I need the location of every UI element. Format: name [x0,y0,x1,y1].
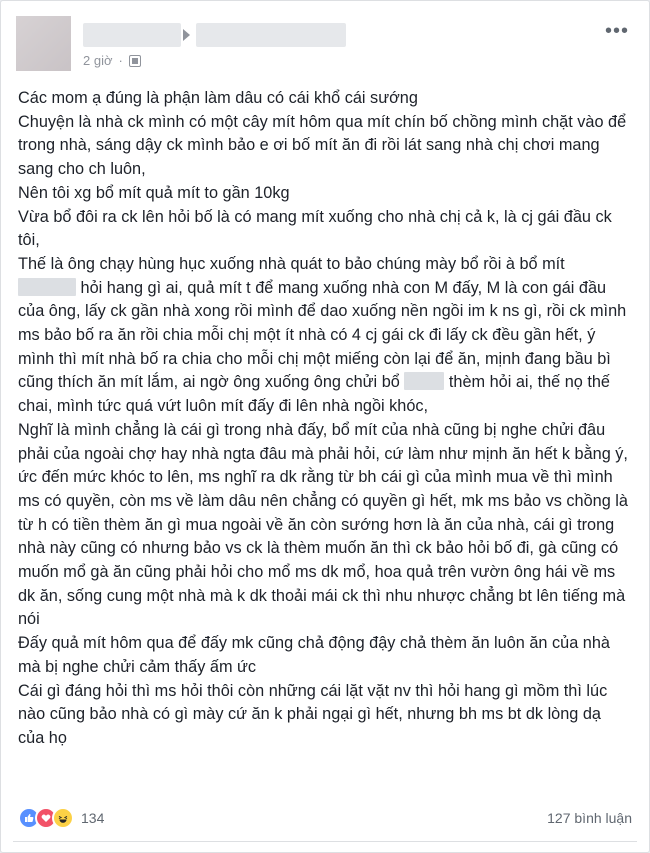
caret-right-icon [183,29,190,41]
post-meta [83,53,141,68]
more-horizontal-icon[interactable]: ••• [604,20,629,42]
post-paragraph: Chuyện là nhà ck mình có một cây mít hôm qua mít chín bố chồng mình chặt vào để trong nhà, sáng dậy ck mình bảo e ơi bố mít ăn đi rồi lát sang nhà chị chơi mang sang cho ch luôn, [18,112,631,179]
post-paragraph: Nên tôi xg bổ mít quả mít to gần 10kg [18,183,290,202]
post-paragraph: Các mom ạ đúng là phận làm dâu có cái khổ cái sướng [18,89,418,107]
post-timestamp[interactable]: 2 giờ [83,53,113,68]
reaction-count[interactable]: 134 [81,810,105,826]
comment-count[interactable]: 127 bình luận [547,810,632,826]
censored-word [18,278,76,296]
censored-word [404,372,444,390]
post-paragraph: Cái gì đáng hỏi thì ms hỏi thôi còn những cái lặt vặt nv thì hỏi hang gì mồm thì lúc nào cũng bảo nhà có gì mày cứ ăn k phải ngại gì hết, nhưng bh ms bt dk lòng dạ của họ [18,681,612,747]
post-body [18,87,633,751]
post-paragraph [18,253,630,419]
post-paragraph: Nghĩ là mình chẳng là cái gì trong nhà đấy, bổ mít của nhà cũng bị nghe chửi đâu phải của ngoài chợ hay nhà ngta đâu mà phải hỏi, cứ làm như mịnh ăn hết k bằng ý, ức đến mức khóc to lên, ms nghĩ ra dk rằng từ bh cái gì của mình mua về thì mình ms có quyền, còn ms về làm dâu nên chẳng có quyền gì hết, mk ms bảo vs chồng là từ h có tiền thèm ăn gì mua ngoài về ăn còn sướng hơn là ăn của nhà, cái gì trong nhà này cũng có nhưng bảo vs ck là thèm muốn ăn thì ck bảo hỏi bố đi, gà cũng có muốn mổ gà ăn cũng phải hỏi cho mổ ms dk mổ, hoa quả trên vườn ông hái về ms dk ăn, sống cung một nhà mà k dk thoải mái ck thì nhu nhược chẳng bt lên tiếng mà nói [18,420,633,629]
post-paragraph: Đấy quả mít hôm qua để đấy mk cũng chả động đậy chả thèm ăn luôn ăn của nhà mà bị nghe chửi cảm thấy ấm ức [18,634,615,676]
footer-divider [13,841,637,842]
reaction-summary[interactable] [18,807,104,829]
meta-separator: · [118,53,123,68]
paragraph-text: hỏi hang gì ai, quả mít t để mang xuống nhà con M đấy, M là con gái đầu của ông, lấy ck gần nhà xong rồi mình để dao xuống nền ngồi im k ns gì, rồi ck mình ms bảo bố ra ăn rồi chia mỗi chị một ít nhà có 4 cj gái ck đi lấy ck đều gần hết, ý mình thì mít nhà bố ra chia cho mỗi chị một miếng còn lại để ăn, mịnh đang bầu bì cũng thích ăn mít lắm, ai ngờ ông xuống ông chửi bổ [18,278,631,392]
avatar[interactable] [16,16,71,71]
post-paragraph: Vừa bổ đôi ra ck lên hỏi bố là có mang mít xuống cho nhà chị cả k, là cj gái đầu ck tôi, [18,207,617,250]
haha-icon [52,807,74,829]
paragraph-text: Thế là ông chạy hùng hục xuống nhà quát to bảo chúng mày bổ rồi à bổ mít [18,254,565,273]
post-footer [18,801,632,835]
author-name-redacted[interactable] [83,23,181,47]
globe-icon [129,55,141,67]
group-name-redacted[interactable] [196,23,346,47]
paragraph-text: thèm hỏi ai, thế nọ thế chai, mình tức quá vứt luôn mít đấy đi lên nhà ngồi khóc, [18,373,615,416]
